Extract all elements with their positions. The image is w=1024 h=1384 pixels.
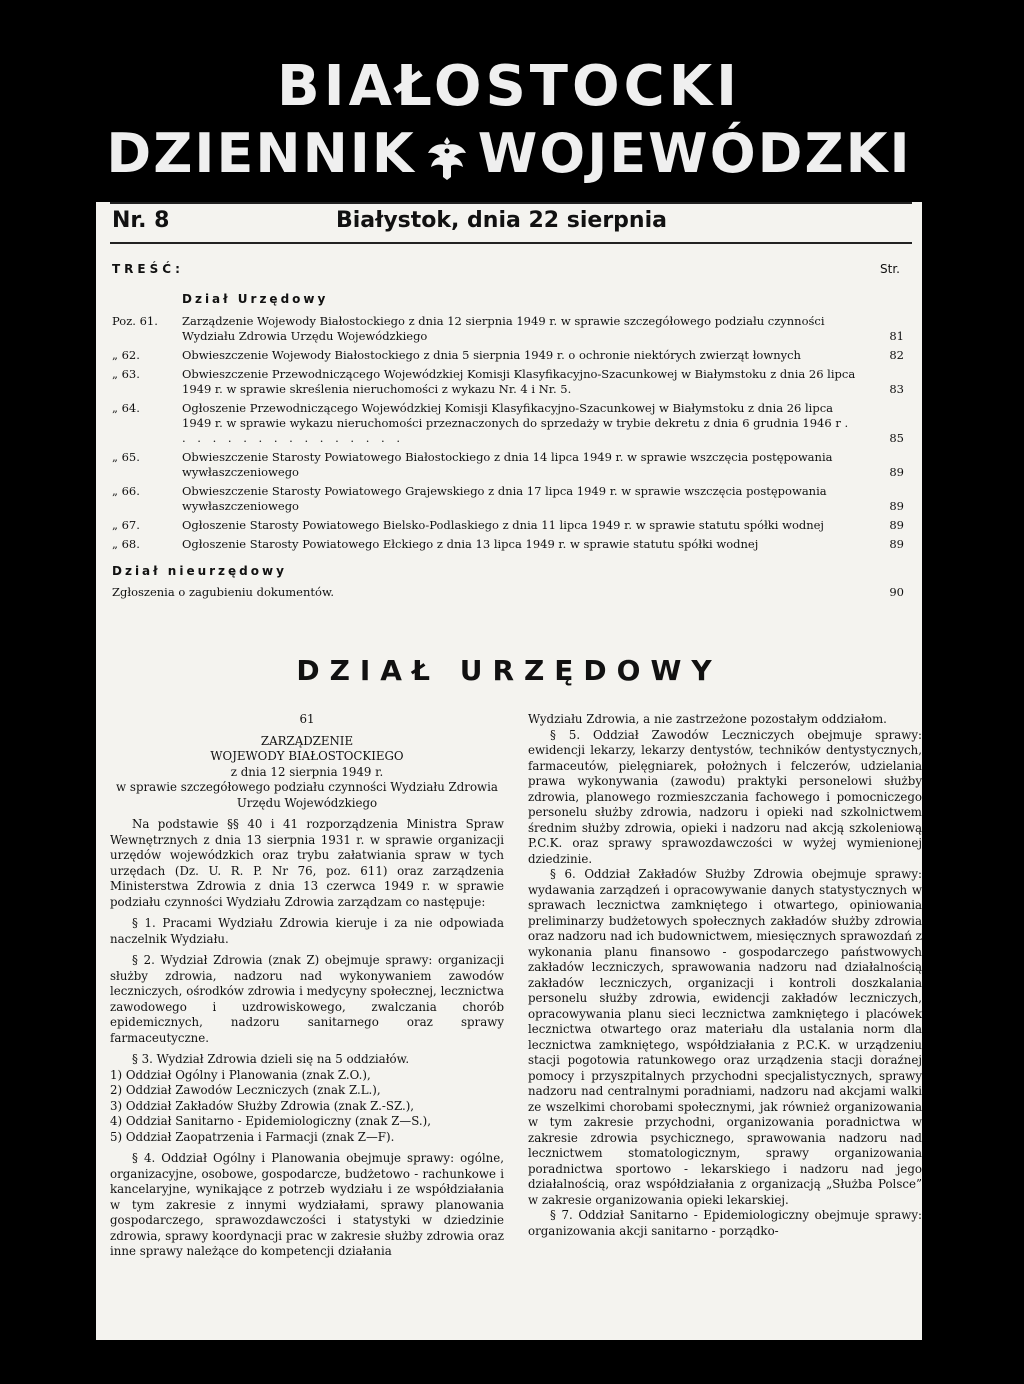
division-item: 5) Oddział Zaopatrzenia i Farmacji (znak Z—F).	[110, 1129, 395, 1144]
masthead-line2	[96, 122, 922, 185]
toc-entry-page: 89	[889, 518, 904, 532]
toc-section-official: Dział Urzędowy	[182, 292, 329, 306]
toc-entry-text: Obwieszczenie Starosty Powiatowego Grajewskiego z dnia 17 lipca 1949 r. w sprawie wszczęcia postępowania wywłaszczeniowego	[182, 484, 827, 513]
eagle-emblem-icon	[426, 133, 468, 181]
toc-entry-page: 89	[889, 537, 904, 551]
toc-entry[interactable]	[112, 401, 904, 446]
masthead-wojewodzki: WOJEWÓDZKI	[477, 122, 912, 185]
toc-entry-page: 85	[889, 431, 904, 445]
paragraph-1: § 1. Pracami Wydziału Zdrowia kieruje i za nie odpowiada naczelnik Wydziału.	[110, 916, 504, 946]
toc-entry-page: 90	[889, 585, 904, 599]
toc-leader-dots: . . . . . . . . . . . . . . . .	[182, 416, 853, 445]
text-column-right	[528, 712, 922, 1239]
document-number: 61	[299, 712, 315, 726]
paragraph-4: § 4. Oddział Ogólny i Planowania obejmuje sprawy: ogólne, organizacyjne, osobowe, gospodarcze, budżetowo - rachunkowe i kancelaryjne, wynikające z potrzeb wydziału i ze współdziałania w tym zakresie z innymi wydziałami, sprawy planowania gospodarczego, sprawozdawczości i statystyki w dziedzinie zdrowia, sprawy koordynacji prac w zakresie służby zdrowia oraz inne sprawy należące do kompetencji działania	[110, 1151, 504, 1258]
paragraph-5: § 5. Oddział Zawodów Leczniczych obejmuje sprawy: ewidencji lekarzy, lekarzy dentystów, techników dentystycznych, farmaceutów, pielęgniarek, położnych i felczerów, udzielania prawa wykonywania (zawodu) praktyki personelowi służby zdrowia, planowego rozmieszczania fachowego i pomocniczego personelu służby zdrowia, nadzoru i opieki nad szkolnictwem średnim służby zdrowia, opieki i nadzoru nad akcją szkoleniową P.C.K. oraz sprawy sprawozdawczości w wyżej wymienionej dziedzinie.	[528, 727, 922, 866]
toc-entry-number: „ 62.	[112, 348, 140, 362]
document-title: ZARZĄDZENIE	[260, 733, 354, 748]
masthead-dziennik: DZIENNIK	[106, 122, 416, 185]
toc-entry-text: Ogłoszenie Przewodniczącego Wojewódzkiej Komisji Klasyfikacyjno-Szacunkowej w Białymstoku z dnia 26 lipca 1949 r. w sprawie wykazu nieruchomości przeznaczonych do sprzedaży w trybie dekretu z dnia 6 grudnia 1946 r	[182, 401, 841, 430]
toc-entry-text: Zarządzenie Wojewody Białostockiego z dnia 12 sierpnia 1949 r. w sprawie szczegółowego podziału czynności Wydziału Zdrowia Urzędu Wojewódzkiego	[182, 314, 825, 343]
header-rule-top	[110, 202, 912, 204]
toc-entry-page: 83	[889, 382, 904, 396]
toc-entry-text: Ogłoszenie Starosty Powiatowego Ełckiego z dnia 13 lipca 1949 r. w sprawie statutu spółki wodnej	[182, 537, 759, 551]
issue-number: Nr. 8	[112, 208, 170, 233]
toc-page-label: Str.	[880, 262, 900, 276]
toc-entry-page: 81	[889, 329, 904, 343]
document-date: z dnia 12 sierpnia 1949 r.	[230, 764, 384, 779]
toc-entry[interactable]	[112, 450, 904, 480]
paragraph-2: § 2. Wydział Zdrowia (znak Z) obejmuje sprawy: organizacji służby zdrowia, nadzoru nad wykonywaniem zawodów leczniczych, ośrodków zdrowia i medycyny społecznej, lecznictwa zawodowego i uzdrowiskowego, zwalczania chorób epidemicznych, nadzoru sanitarnego oraz sprawy farmaceutyczne.	[110, 953, 504, 1045]
masthead	[96, 52, 922, 202]
paragraph-4-continued: Wydziału Zdrowia, a nie zastrzeżone pozostałym oddziałom.	[528, 712, 887, 726]
division-item: 3) Oddział Zakładów Służby Zdrowia (znak Z.-SZ.),	[110, 1098, 415, 1113]
paragraph-3: § 3. Wydział Zdrowia dzieli się na 5 oddziałów.	[132, 1052, 410, 1066]
toc-section-unofficial: Dział nieurzędowy	[112, 564, 287, 578]
document-preamble: Na podstawie §§ 40 i 41 rozporządzenia Ministra Spraw Wewnętrznych z dnia 13 sierpnia 1931 r. w sprawie organizacji urzędów wojewódzkich oraz trybu załatwiania spraw w tych urzędach (Dz. U. R. P. Nr 76, poz. 611) oraz zarządzenia Ministerstwa Zdrowia z dnia 13 czerwca 1949 r. w sprawie podziału czynności Wydziału Zdrowia zarządzam co następuje:	[110, 817, 504, 909]
toc-entry-text: Obwieszczenie Starosty Powiatowego Białostockiego z dnia 14 lipca 1949 r. w sprawie wszczęcia postępowania wywłaszczeniowego	[182, 450, 833, 479]
text-column-left	[110, 712, 504, 1260]
section-title: DZIAŁ URZĘDOWY	[296, 654, 722, 687]
toc-entry-number: „ 66.	[112, 484, 140, 498]
toc-entry-number: „ 68.	[112, 537, 140, 551]
document-subject: w sprawie szczegółowego podziału czynności Wydziału Zdrowia Urzędu Wojewódzkiego	[116, 780, 498, 810]
toc-entry-page: 82	[889, 348, 904, 362]
paragraph-6: § 6. Oddział Zakładów Służby Zdrowia obejmuje sprawy: wydawania zarządzeń i opracowywanie danych statystycznych w sprawach lecznictwa zamkniętego i otwartego, opiniowania preliminarzy budżetowych społecznych zakładów służby zdrowia oraz nadzoru nad ich budownictwem, miesięcznych sprawozdań z wykonania planu finansowo - gospodarczego państwowych zakładów leczniczych, sprawowania nadzoru nad działalnością zakładów leczniczych, organizacji i kontroli doszkalania personelu służby zdrowia, ewidencji zakładów leczniczych, opracowywania planu sieci lecznictwa zamkniętego i placówek lecznictwa otwartego oraz materiału dla ustalania norm dla lecznictwa zamkniętego, współdziałania z P.C.K. w urządzeniu stacji pogotowia ratunkowego oraz urządzenia stacji doraźnej pomocy i przyszpitalnych przychodni specjalistycznych, sprawy nadzoru nad centralnymi poradniami, nadzoru nad akcjami walki ze wszelkimi chorobami społecznymi, jak również organizowania w tym zakresie przychodni, organizowania poradnictwa w zakresie zdrowia psychicznego, sprawowania nadzoru nad lecznictwem stomatologicznym, sprawy organizowania poradnictwa sportowo - lekarskiego i nadzoru nad jego działalnością, oraz współdziałania z organizacją „Służba Polsce” w zakresie organizowania opieki lekarskiej.	[528, 867, 922, 1207]
toc-entry[interactable]	[112, 314, 904, 344]
toc-entry-text: Obwieszczenie Przewodniczącego Wojewódzkiej Komisji Klasyfikacyjno-Szacunkowej w Białymstoku z dnia 26 lipca 1949 r. w sprawie skreślenia nieruchomości z wykazu Nr. 4 i Nr. 5.	[182, 367, 856, 396]
toc-entry[interactable]	[112, 367, 904, 397]
toc-entry[interactable]	[112, 537, 904, 552]
toc-heading: TREŚĆ:	[112, 262, 184, 276]
toc-entry-unofficial[interactable]	[112, 585, 904, 600]
division-item: 2) Oddział Zawodów Leczniczych (znak Z.L.),	[110, 1083, 381, 1097]
document-issuer: WOJEWODY BIAŁOSTOCKIEGO	[210, 749, 404, 763]
toc-entry[interactable]	[112, 348, 904, 363]
toc-entry-number: „ 65.	[112, 450, 140, 464]
header-rule-bottom	[110, 242, 912, 244]
toc-entry-number: „ 67.	[112, 518, 140, 532]
toc-entry-text: Ogłoszenie Starosty Powiatowego Bielsko-Podlaskiego z dnia 11 lipca 1949 r. w sprawie statutu spółki wodnej	[182, 518, 825, 532]
division-item: 4) Oddział Sanitarno - Epidemiologiczny (znak Z—S.),	[110, 1114, 431, 1128]
toc-entry-text: Obwieszczenie Wojewody Białostockiego z dnia 5 sierpnia 1949 r. o ochronie niektórych zwierząt łownych	[182, 348, 801, 362]
toc-entry-page: 89	[889, 465, 904, 479]
gazette-page	[96, 52, 922, 1340]
toc-entry-number: „ 64.	[112, 401, 140, 415]
masthead-line1: BIAŁOSTOCKI	[277, 54, 741, 119]
toc-entry[interactable]	[112, 518, 904, 533]
issue-dateline: Białystok, dnia 22 sierpnia	[336, 208, 667, 233]
division-item: 1) Oddział Ogólny i Planowania (znak Z.O.),	[110, 1067, 371, 1082]
toc-entry-number: „ 63.	[112, 367, 140, 381]
toc-entry[interactable]	[112, 484, 904, 514]
toc-entry-text: Zgłoszenia o zagubieniu dokumentów.	[112, 585, 335, 599]
paragraph-7: § 7. Oddział Sanitarno - Epidemiologiczny obejmuje sprawy: organizowania akcji sanitarno - porządko-	[528, 1208, 922, 1238]
toc-entry-number: Poz. 61.	[112, 314, 158, 328]
table-of-contents	[112, 314, 904, 604]
toc-entry-page: 89	[889, 499, 904, 513]
